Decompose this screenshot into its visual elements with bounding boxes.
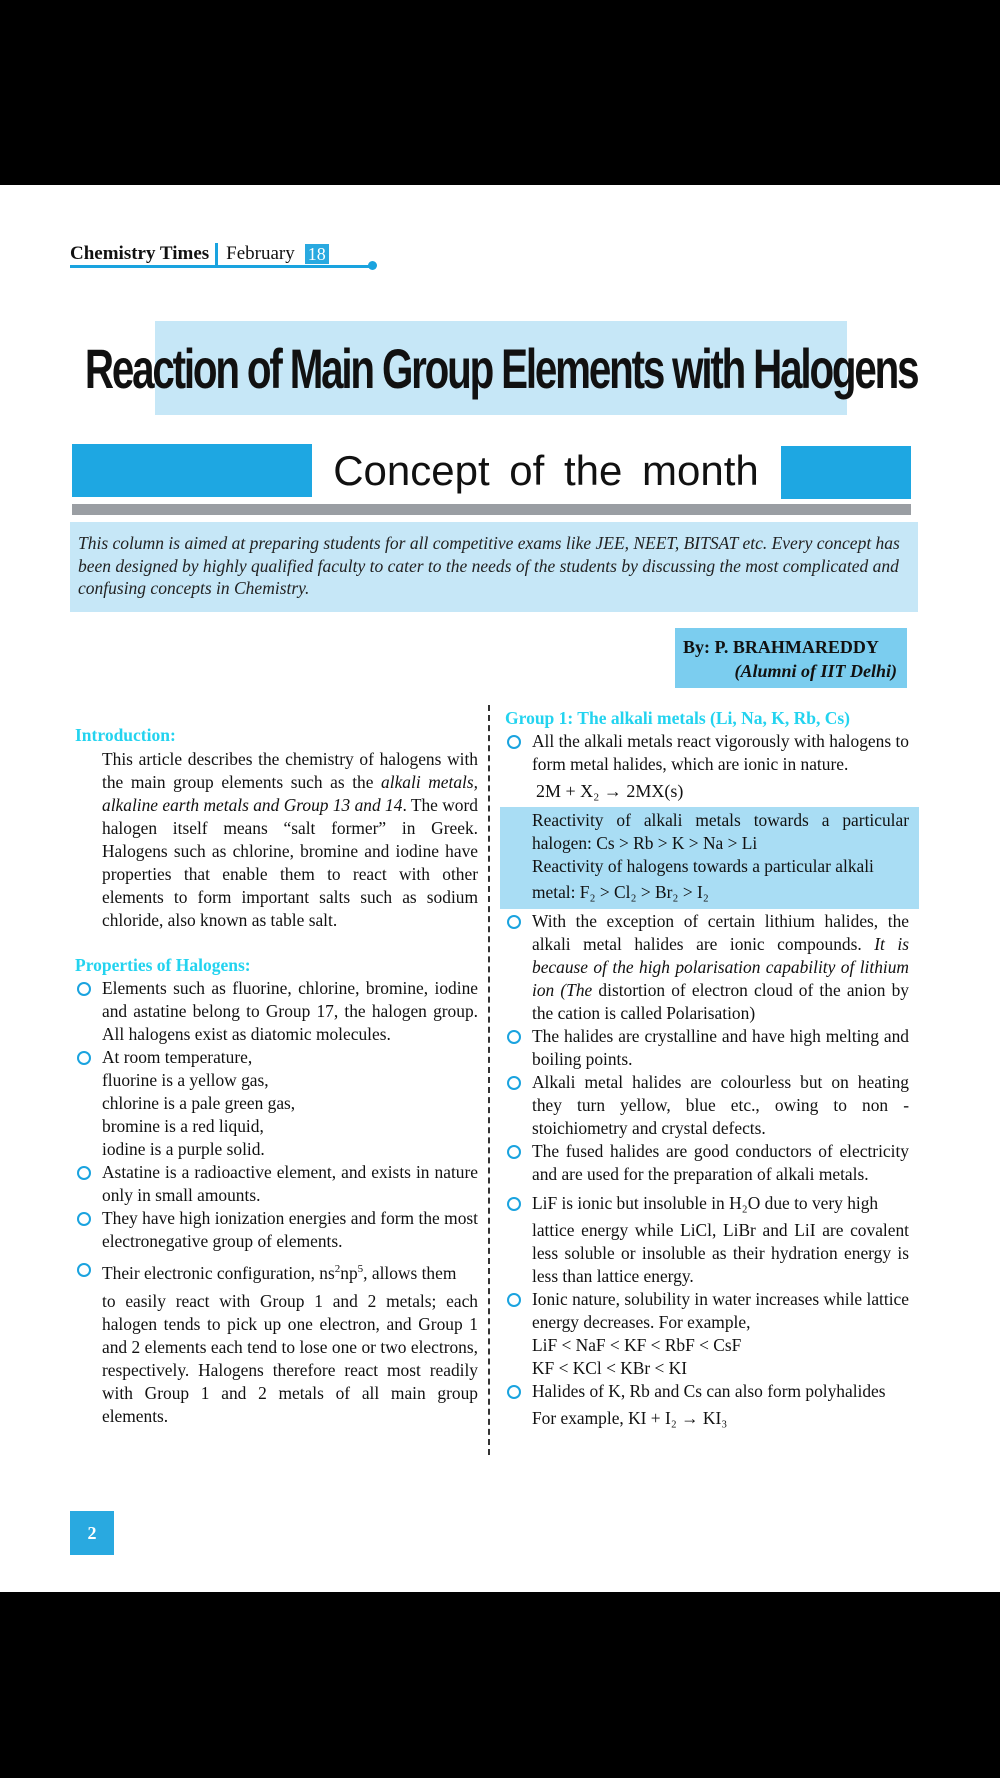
highlight-text: metal: F₂ > Cl₂ > Br₂ > I₂ xyxy=(532,882,709,902)
header-rule-dot xyxy=(368,261,377,270)
equation: 2M + X₂ → 2MX(s) xyxy=(536,781,684,801)
config-text-a: Their electronic configuration, xyxy=(102,1262,320,1283)
concept-bar-right xyxy=(781,446,911,499)
list-subline: LiF < NaF < KF < RbF < CsF xyxy=(532,1335,742,1355)
list-item: LiF is ionic but insoluble in H₂O due to very high xyxy=(532,1192,909,1215)
b2-text-italic: It is because of the high polarisation capability of lithium ion ( xyxy=(532,934,909,1000)
intro-text-2: . The word halogen itself means “salt former” in Greek. Halogens such as chlorine, bromine and iodine have properties that enable them to react with other elements to form important salts such as sodium chloride, also known as table salt. xyxy=(102,795,478,930)
list-item: Elements such as fluorine, chlorine, bromine, iodine and astatine belong to Group 17, the halogen group. All halogens exist as diatomic molecules. xyxy=(102,978,478,1044)
list-subline: For example, KI + I₂ → KI₃ xyxy=(532,1408,728,1428)
list-item: Alkali metal halides are colourless but on heating they turn yellow, blue etc., owing to non - stoichiometry and crystal defects. xyxy=(532,1072,909,1138)
page xyxy=(0,185,1000,1592)
concept-of-month: Concept of the month xyxy=(333,447,759,494)
introduction-paragraph xyxy=(102,748,478,932)
author-box xyxy=(675,628,907,688)
list-subline: KF < KCl < KBr < KI xyxy=(532,1358,688,1378)
page-number: 2 xyxy=(70,1511,114,1555)
config-sup-5: 5 xyxy=(357,1263,364,1275)
magazine-name: Chemistry Times xyxy=(70,243,218,265)
author-affiliation: (Alumni of IIT Delhi) xyxy=(734,661,897,681)
header-rule xyxy=(70,265,370,268)
group1-heading: Group 1: The alkali metals (Li, Na, K, Rb, Cs) xyxy=(505,708,851,728)
list-item: Astatine is a radioactive element, and exists in nature only in small amounts. xyxy=(102,1162,478,1205)
list-item: At room temperature, xyxy=(102,1046,478,1069)
properties-list xyxy=(102,977,478,1428)
intro-text-italic: alkali metals, alkaline earth metals and Group 13 and 14 xyxy=(102,772,478,815)
column-divider xyxy=(488,705,490,1455)
author-name: By: P. BRAHMAREDDY xyxy=(683,637,879,657)
config-ns: ns xyxy=(319,1262,335,1283)
issue-number: 18 xyxy=(305,244,329,264)
list-item-continued: lattice energy while LiCl, LiBr and LiI are covalent less soluble or insoluble as their hydration energy is less than lattice energy. xyxy=(532,1220,909,1286)
column-intro-box xyxy=(70,522,918,612)
list-subline: bromine is a red liquid, xyxy=(102,1116,264,1136)
concept-bar-left xyxy=(72,444,312,497)
config-text-b: , allows them xyxy=(363,1262,457,1283)
highlight-text: Reactivity of alkali metals towards a particular halogen: Cs > Rb > K > Na > Li xyxy=(532,810,909,853)
list-subline: fluorine is a yellow gas, xyxy=(102,1070,269,1090)
article-title-box xyxy=(84,321,918,415)
list-item-continued: to easily react with Group 1 and 2 metals; each halogen tends to pick up one electron, and Group 1 and 2 elements each tend to lose one or two electrons, respectively. Halogens therefore react most readily with Group 1 and 2 metals of all main group elements. xyxy=(102,1290,478,1426)
issue-month: February xyxy=(226,243,295,264)
list-item: Halides of K, Rb and Cs can also form polyhalides xyxy=(532,1380,909,1403)
list-item: They have high ionization energies and form the most electronegative group of elements. xyxy=(102,1208,478,1251)
list-item: The halides are crystalline and have high melting and boiling points. xyxy=(532,1026,909,1069)
list-subline: iodine is a purple solid. xyxy=(102,1139,265,1159)
b2-text-italic-2: The xyxy=(566,980,593,1000)
config-np: np xyxy=(340,1262,358,1283)
intro-text-1: This article describes the chemistry of halogens with the main group elements such as the xyxy=(102,749,478,792)
article-title: Reaction of Main Group Elements with Halogens xyxy=(84,336,918,400)
grey-divider-bar xyxy=(72,504,911,515)
b2-text-a: With the exception of certain lithium halides, the alkali metal halides are ionic compounds. xyxy=(532,911,909,954)
properties-heading: Properties of Halogens: xyxy=(75,955,251,975)
list-item: Ionic nature, solubility in water increases while lattice energy decreases. For example, xyxy=(532,1289,909,1332)
b2-text-b: distortion of electron cloud of the anion by the cation is called Polarisation) xyxy=(532,980,909,1023)
list-item xyxy=(102,1258,478,1285)
list-item xyxy=(532,910,909,1025)
highlight-text: Reactivity of halogens towards a particular alkali xyxy=(532,856,874,876)
config-sup-2: 2 xyxy=(334,1263,341,1275)
introduction-heading: Introduction: xyxy=(75,725,176,745)
list-subline: chlorine is a pale green gas, xyxy=(102,1093,296,1113)
list-item: The fused halides are good conductors of electricity and are used for the preparation of alkali metals. xyxy=(532,1141,909,1184)
column-intro-text: This column is aimed at preparing students for all competitive exams like JEE, NEET, BITSAT etc. Every concept has been designed by highly qualified faculty to cater to the needs of the students by discussing the most complicated and confusing concepts in Chemistry. xyxy=(78,533,900,598)
list-item: All the alkali metals react vigorously with halogens to form metal halides, which are ionic in nature. xyxy=(532,731,909,774)
group1-list xyxy=(532,730,909,1430)
